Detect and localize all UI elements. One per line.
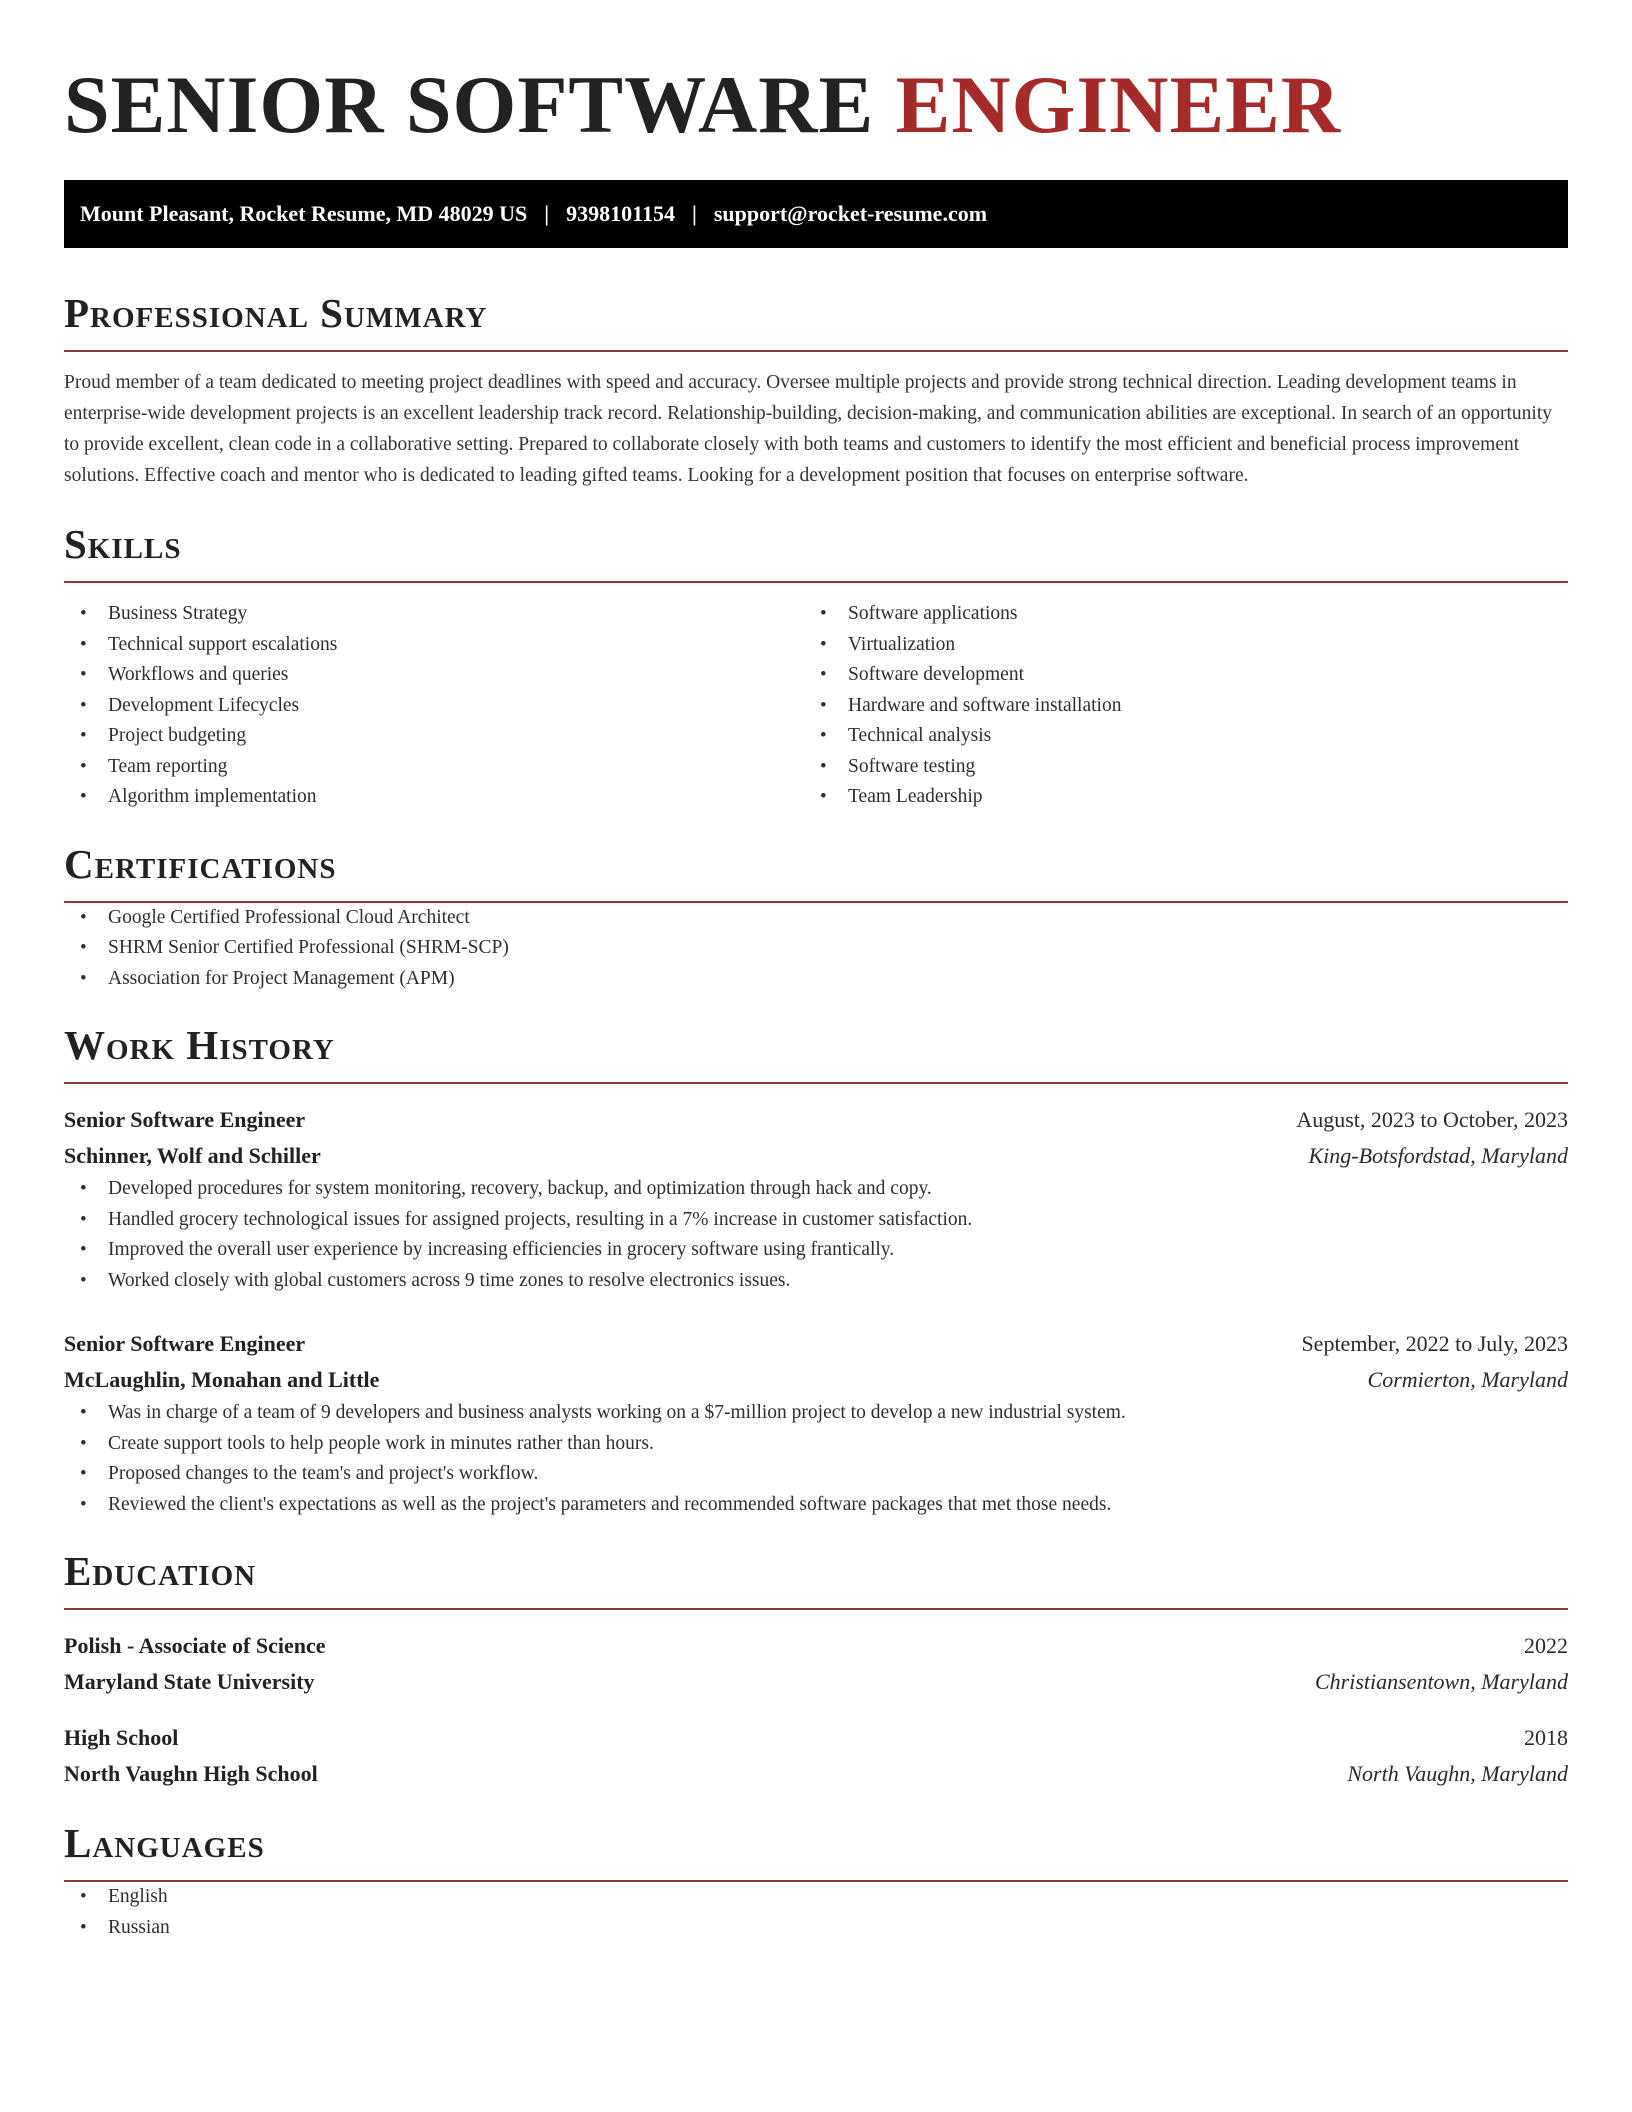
contact-separator: | [544, 201, 550, 226]
skill-item: • Development Lifecycles [64, 691, 804, 722]
job-company-row [64, 1138, 1568, 1174]
job-bullets [64, 1174, 1568, 1296]
contact-separator: | [691, 201, 697, 226]
education-school-row [64, 1756, 1568, 1792]
job-bullet: • Handled grocery technological issues for assigned projects, resulting in a 7% increase in customer satisfaction. [64, 1205, 1568, 1236]
skill-item: • Project budgeting [64, 721, 804, 752]
section-heading-work-history: Work History [64, 1020, 1568, 1084]
job-location: King-Botsfordstad, Maryland [1308, 1143, 1568, 1168]
education-section [64, 1546, 1568, 1792]
job-bullet: • Improved the overall user experience by increasing efficiencies in grocery software using frantically. [64, 1235, 1568, 1266]
job-bullets [64, 1398, 1568, 1520]
education-year: 2022 [1524, 1633, 1568, 1658]
education-location: North Vaughn, Maryland [1347, 1761, 1568, 1786]
certifications-section [64, 839, 1568, 995]
job-bullet: • Create support tools to help people work in minutes rather than hours. [64, 1429, 1568, 1460]
education-school: North Vaughn High School [64, 1761, 318, 1786]
job-company: Schinner, Wolf and Schiller [64, 1143, 321, 1168]
work-history-section [64, 1020, 1568, 1520]
education-location: Christiansentown, Maryland [1314, 1669, 1568, 1694]
job-header-row [64, 1326, 1568, 1362]
skill-item: • Team Leadership [804, 782, 1544, 813]
job-bullet: • Developed procedures for system monitoring, recovery, backup, and optimization through hack and copy. [64, 1174, 1568, 1205]
certifications-list [64, 903, 1568, 995]
skill-item: • Technical support escalations [64, 630, 804, 661]
education-school-row [64, 1664, 1568, 1700]
summary-text: Proud member of a team dedicated to meeting project deadlines with speed and accuracy. Oversee multiple projects and provide strong technical direction. Leading development teams in enterprise-wide development projects is an excellent leadership track record. Relationship-building, decision-making, and communication abilities are exceptional. In search of an opportunity to provide excellent, clean code in a collaborative setting. Prepared to collaborate closely with both teams and customers to identify the most efficient and beneficial process improvement solutions. Effective coach and mentor who is dedicated to leading gifted teams. Looking for a development position that focuses on enterprise software. [64, 372, 1553, 486]
skills-section [64, 519, 1568, 813]
resume-page [64, 0, 1568, 1943]
job-bullet: • Was in charge of a team of 9 developers and business analysts working on a $7-million project to develop a new industrial system. [64, 1398, 1568, 1429]
certification-item: • SHRM Senior Certified Professional (SHRM-SCP) [64, 933, 1568, 964]
job-header-row [64, 1102, 1568, 1138]
contact-email[interactable]: support@rocket-resume.com [713, 201, 988, 226]
section-heading-education: Education [64, 1546, 1568, 1610]
skills-columns [64, 599, 1568, 813]
skill-item: • Workflows and queries [64, 660, 804, 691]
title-main: SENIOR SOFTWARE [64, 59, 875, 150]
contact-phone[interactable]: 9398101154 [566, 201, 675, 226]
resume-title [64, 58, 1568, 152]
language-item: • Russian [64, 1913, 1568, 1944]
skill-item: • Hardware and software installation [804, 691, 1544, 722]
language-item: • English [64, 1882, 1568, 1913]
languages-section [64, 1818, 1568, 1943]
section-heading-languages: Languages [64, 1818, 1568, 1882]
skills-list-left [64, 599, 804, 813]
job-dates: September, 2022 to July, 2023 [1301, 1331, 1568, 1356]
education-school: Maryland State University [64, 1669, 315, 1694]
skill-item: • Software applications [804, 599, 1544, 630]
job-entry [64, 1326, 1568, 1520]
title-accent: ENGINEER [895, 59, 1342, 150]
education-year: 2018 [1524, 1725, 1568, 1750]
skill-item: • Software testing [804, 752, 1544, 783]
skill-item: • Algorithm implementation [64, 782, 804, 813]
job-entry [64, 1102, 1568, 1296]
education-degree: Polish - Associate of Science [64, 1633, 326, 1658]
job-title: Senior Software Engineer [64, 1331, 306, 1356]
education-entry [64, 1628, 1568, 1700]
education-degree-row [64, 1628, 1568, 1664]
section-heading-skills: Skills [64, 519, 1568, 583]
skill-item: • Virtualization [804, 630, 1544, 661]
job-bullet: • Worked closely with global customers across 9 time zones to resolve electronics issues. [64, 1266, 1568, 1297]
skill-item: • Technical analysis [804, 721, 1544, 752]
job-bullet: • Proposed changes to the team's and project's workflow. [64, 1459, 1568, 1490]
skills-list-right [804, 599, 1544, 813]
education-degree-row [64, 1720, 1568, 1756]
skill-item: • Business Strategy [64, 599, 804, 630]
education-entry [64, 1720, 1568, 1792]
education-degree: High School [64, 1725, 179, 1750]
section-heading-summary: Professional Summary [64, 288, 1568, 352]
job-company: McLaughlin, Monahan and Little [64, 1367, 380, 1392]
section-heading-certifications: Certifications [64, 839, 1568, 903]
languages-list [64, 1882, 1568, 1943]
skill-item: • Team reporting [64, 752, 804, 783]
job-location: Cormierton, Maryland [1367, 1367, 1568, 1392]
summary-section [64, 288, 1568, 491]
certification-item: • Google Certified Professional Cloud Architect [64, 903, 1568, 934]
contact-bar [64, 180, 1568, 248]
job-company-row [64, 1362, 1568, 1398]
certification-item: • Association for Project Management (APM) [64, 964, 1568, 995]
contact-address: Mount Pleasant, Rocket Resume, MD 48029 US [80, 201, 528, 226]
job-title: Senior Software Engineer [64, 1107, 306, 1132]
job-dates: August, 2023 to October, 2023 [1296, 1107, 1568, 1132]
skill-item: • Software development [804, 660, 1544, 691]
job-bullet: • Reviewed the client's expectations as well as the project's parameters and recommended software packages that met those needs. [64, 1490, 1568, 1521]
